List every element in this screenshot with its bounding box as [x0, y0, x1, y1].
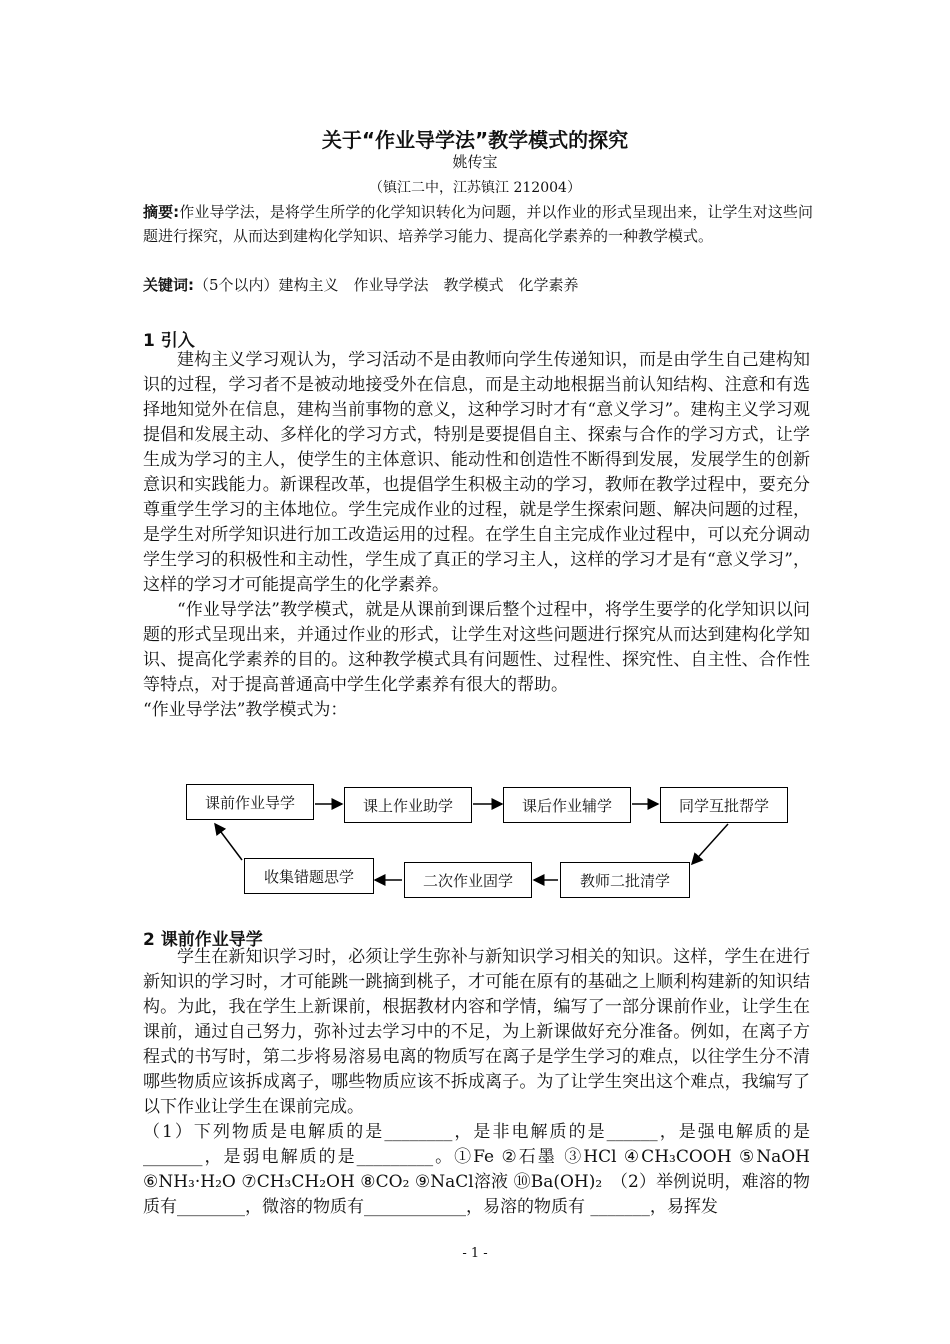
section-2-heading: 2 课前作业导学 — [143, 930, 263, 950]
paper-title: 关于“作业导学法”教学模式的探究 — [321, 128, 629, 152]
paragraph: “作业导学法”教学模式，就是从课前到课后整个过程中，将学生要学的化学知识以问题的形式呈现出来，并通过作业的形式，让学生对这些问题进行探究从而达到建构化学知识、提高化学素养的目的。这种教学模式具有问题性、过程性、探究性、自主性、合作性等特点，对于提高普通高中学生化学素养有很大的帮助。 — [143, 600, 810, 695]
section-1-heading: 1 引入 — [143, 331, 195, 351]
abstract-text: 作业导学法，是将学生所学的化学知识转化为问题，并以作业的形式呈现出来，让学生对这些问题进行探究，从而达到建构化学知识、培养学习能力、提高化学素养的一种教学模式。 — [143, 203, 813, 245]
abstract — [143, 200, 813, 248]
flow-step-second-homework: 二次作业固学 — [404, 862, 532, 898]
affiliation: （镇江二中，江苏镇江 212004） — [369, 180, 581, 196]
arrow — [215, 824, 242, 860]
paragraph: 学生在新知识学习时，必须让学生弥补与新知识学习相关的知识。这样，学生在进行新知识的学习时，才可能跳一跳摘到桃子，才可能在原有的基础之上顺利构建新的知识结构。为此，我在学生上新课前，根据教材内容和学情，编写了一部分课前作业，让学生在课前，通过自己努力，弥补过去学习中的不足，为上新课做好充分准备。例如，在离子方程式的书写时，第二步将易溶易电离的物质写在离子是学生学习的难点，以往学生分不清哪些物质应该拆成离子，哪些物质应该不拆成离子。为了让学生突出这个难点，我编写了以下作业让学生在课前完成。 — [143, 947, 810, 1117]
flow-step-in-class: 课上作业助学 — [344, 787, 472, 823]
flow-step-after-class: 课后作业辅学 — [503, 787, 631, 823]
flow-step-teacher-regrading: 教师二批清学 — [560, 862, 690, 898]
author-name: 姚传宝 — [452, 153, 498, 171]
keywords-text: （5个以内）建构主义 作业导学法 教学模式 化学素养 — [194, 276, 579, 294]
abstract-label: 摘要: — [143, 203, 180, 221]
exercise-question: （1）下列物质是电解质的是________，是非电解质的是______，是强电解质的是_______，是弱电解质的是_________。①Fe ②石墨 ③HCl ④CH₃COOH ⑤NaOH ⑥NH₃·H₂O ⑦CH₃CH₂OH ⑧CO₂ ⑨NaCl溶液 ⑩Ba(OH)₂ （2）举例说明，难溶的物质有________，微溶的物质有____________，易溶的物质有 _______，易挥发 — [143, 1122, 810, 1217]
flow-step-peer-grading: 同学互批帮学 — [660, 787, 788, 823]
paragraph: 建构主义学习观认为，学习活动不是由教师向学生传递知识，而是由学生自己建构知识的过程，学习者不是被动地接受外在信息，而是主动地根据当前认知结构、注意和有选择地知觉外在信息，建构当前事物的意义，这种学习时才有“意义学习”。建构主义学习观提倡和发展主动、多样化的学习方式，特别是要提倡自主、探索与合作的学习方式，让学生成为学习的主人，使学生的主体意识、能动性和创造性不断得到发展，发展学生的创新意识和实践能力。新课程改革，也提倡学生积极主动的学习，教师在教学过程中，要充分尊重学生学习的主体地位。学生完成作业的过程，就是学生探索问题、解决问题的过程，是学生对所学知识进行加工改造运用的过程。在学生自主完成作业过程中，可以充分调动学生学习的积极性和主动性，学生成了真正的学习主人，这样的学习才是有“意义学习”，这样的学习才可能提高学生的化学素养。 — [143, 350, 810, 595]
keywords-label: 关键词: — [143, 276, 194, 294]
flow-step-error-collection: 收集错题思学 — [244, 858, 374, 894]
section-1-body — [143, 348, 810, 723]
flowchart — [180, 778, 800, 908]
page-number: - 1 - — [462, 1246, 488, 1261]
section-2-body — [143, 945, 810, 1220]
paragraph: “作业导学法”教学模式为： — [143, 700, 348, 720]
keywords — [143, 273, 813, 297]
arrow — [692, 824, 728, 864]
flow-step-pre-class: 课前作业导学 — [186, 784, 314, 820]
